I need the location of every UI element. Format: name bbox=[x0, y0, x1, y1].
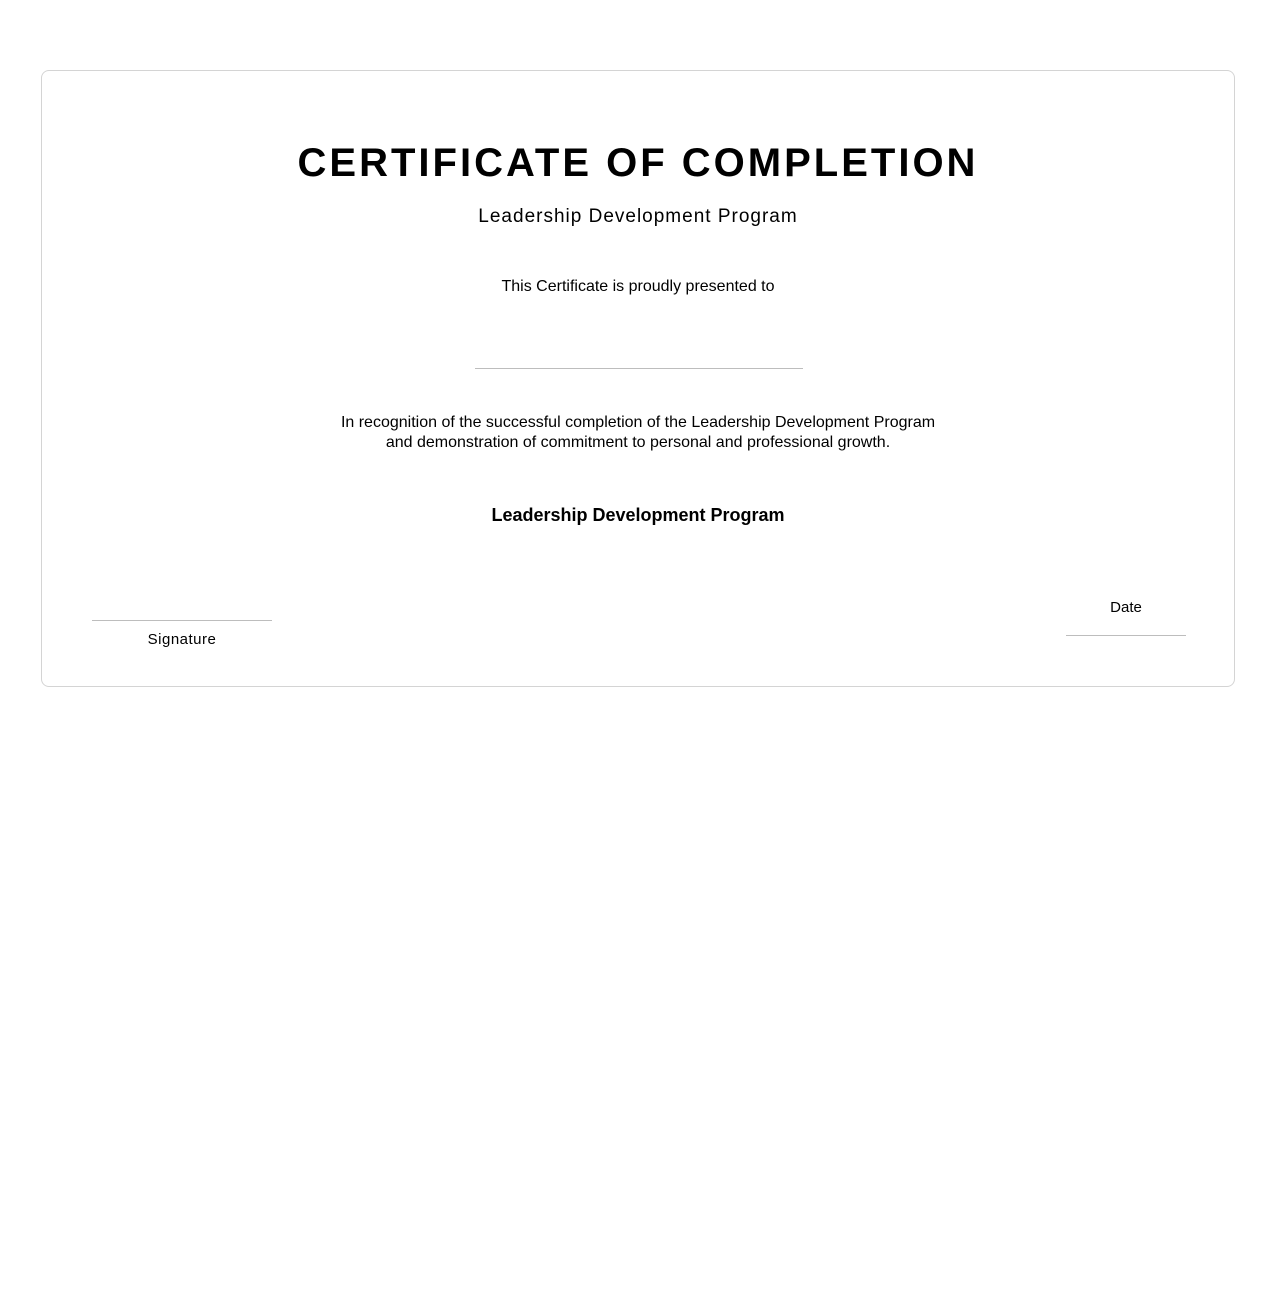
recognition-line-2: and demonstration of commitment to personal and professional growth. bbox=[385, 434, 891, 451]
recognition-text bbox=[42, 413, 1234, 453]
program-name: Leadership Development Program bbox=[491, 505, 785, 525]
signature-label: Signature bbox=[147, 631, 217, 648]
date-label: Date bbox=[1110, 599, 1142, 616]
presented-to-text: This Certificate is proudly presented to bbox=[501, 278, 775, 295]
recognition-line-1: In recognition of the successful completion of the Leadership Development Program bbox=[340, 414, 936, 431]
certificate-subtitle: Leadership Development Program bbox=[478, 206, 798, 227]
certificate-title: CERTIFICATE OF COMPLETION bbox=[297, 141, 979, 185]
date-block bbox=[1066, 598, 1186, 636]
recipient-name-line bbox=[475, 368, 803, 369]
signature-line bbox=[92, 620, 272, 621]
signature-block bbox=[92, 620, 272, 650]
certificate-card bbox=[41, 70, 1235, 687]
date-line bbox=[1066, 635, 1186, 636]
